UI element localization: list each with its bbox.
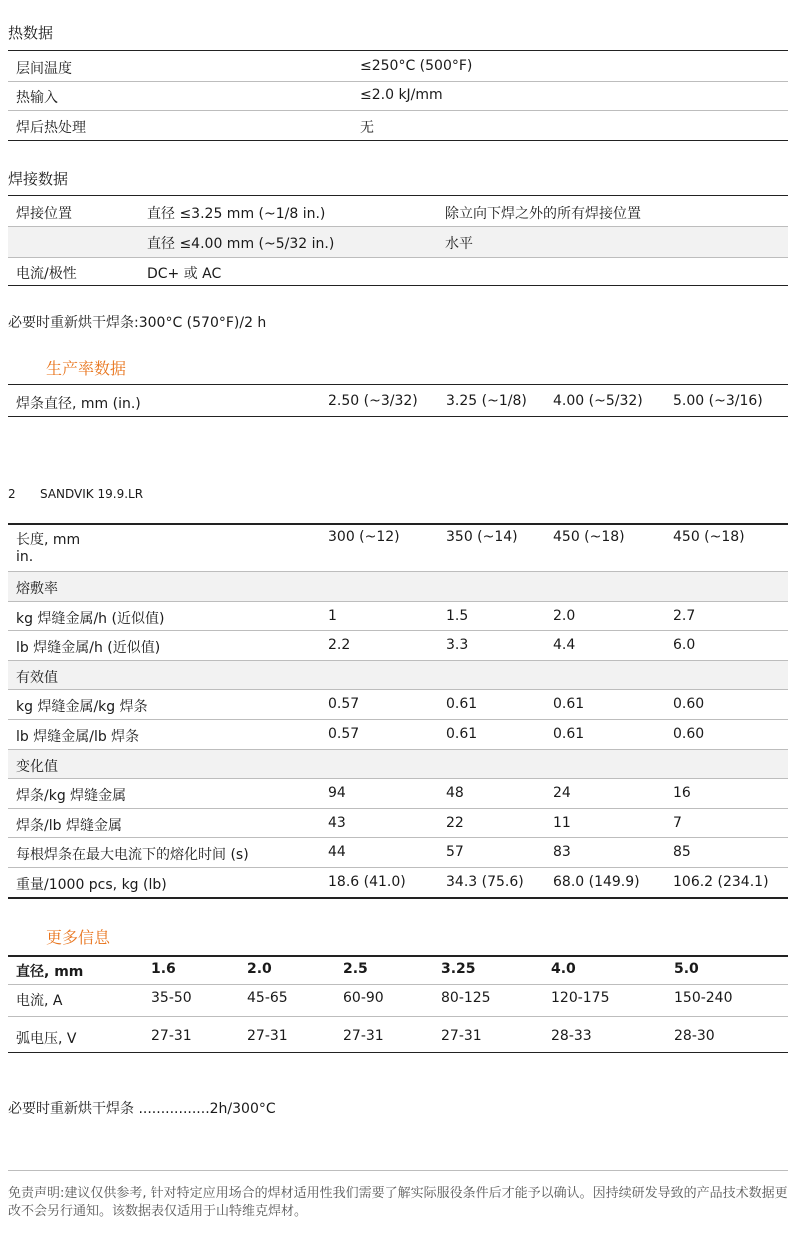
table-cell: 44 (328, 844, 346, 861)
divider (8, 384, 788, 385)
table-cell: 57 (446, 844, 464, 861)
table-row-label: kg 焊缝金属/kg 焊条 (16, 699, 148, 716)
redry-note-2: 必要时重新烘干焊条 ................2h/300°C (8, 1101, 276, 1117)
divider (8, 689, 788, 690)
table-cell: 0.57 (328, 726, 360, 742)
table-cell: 48 (446, 785, 464, 802)
table-cell: 68.0 (149.9) (553, 874, 640, 890)
thermal-label: 热输入 (16, 90, 58, 106)
row-shade (8, 750, 788, 779)
table-row-label: 熔敷率 (16, 581, 58, 597)
more-info-cell: 27-31 (247, 1028, 288, 1044)
table-row-label: 焊条/kg 焊缝金属 (16, 788, 127, 805)
length-value: 300 (~12) (328, 529, 400, 545)
more-info-cell: 27-31 (343, 1028, 384, 1044)
length-value: 450 (~18) (553, 529, 625, 545)
prod-header-col: 5.00 (~3/16) (673, 393, 763, 409)
more-info-header-cell: 4.0 (551, 961, 576, 977)
table-cell: 11 (553, 814, 571, 831)
thermal-value: ≤2.0 kJ/mm (360, 87, 443, 103)
row-shade (8, 661, 788, 690)
table-cell: 34.3 (75.6) (446, 874, 524, 890)
more-info-header-cell: 3.25 (441, 961, 476, 977)
divider (8, 778, 788, 779)
divider (8, 630, 788, 631)
table-cell: 0.61 (446, 726, 478, 742)
table-row-label: kg 焊缝金属/h (近似值) (16, 610, 165, 627)
disclaimer: 免责声明:建议仅供参考, 针对特定应用场合的焊材适用性我们需要了解实际服役条件后才能予以确认。因持续研发导致的产品技术数据更改不会另行通知。该数据表仅适用于山特维克焊材。 (8, 1186, 788, 1219)
divider (8, 140, 788, 141)
divider (8, 257, 788, 258)
table-cell: 43 (328, 814, 346, 831)
table-cell: 22 (446, 814, 464, 831)
table-row-label: lb 焊缝金属/h (近似值) (16, 640, 161, 657)
table-cell: 24 (553, 785, 571, 802)
table-cell: 1 (328, 607, 337, 624)
more-info-cell: 80-125 (441, 990, 491, 1006)
table-cell: 0.60 (673, 726, 705, 742)
row-shade (8, 227, 788, 257)
table-cell: 106.2 (234.1) (673, 874, 769, 890)
more-info-title: 更多信息 (46, 928, 111, 947)
prod-header-col: 2.50 (~3/32) (328, 393, 418, 409)
welding-position-label: 焊接位置 (16, 206, 72, 222)
table-cell: 0.60 (673, 696, 705, 713)
more-info-cell: 60-90 (343, 990, 384, 1006)
table-cell: 7 (673, 814, 682, 831)
current-value: DC+ 或 AC (147, 266, 222, 282)
thermal-value: 无 (360, 120, 374, 136)
table-cell: 94 (328, 785, 346, 802)
table-row-label: lb 焊缝金属/lb 焊条 (16, 729, 140, 745)
divider (8, 808, 788, 809)
prod-header-label: 焊条直径, mm (in.) (16, 396, 141, 412)
table-cell: 3.3 (446, 637, 469, 654)
more-info-header-cell: 2.5 (343, 961, 368, 977)
length-unit: in. (16, 549, 34, 565)
table-cell: 6.0 (673, 637, 696, 654)
divider (8, 955, 788, 957)
table-cell: 4.4 (553, 637, 576, 654)
divider (8, 285, 788, 286)
divider (8, 1016, 788, 1017)
page-number: 2 (8, 487, 16, 501)
length-value: 350 (~14) (446, 529, 518, 545)
table-cell: 0.61 (446, 696, 478, 713)
more-info-cell: 27-31 (441, 1028, 482, 1044)
table-cell: 0.61 (553, 726, 585, 742)
table-row-label: 重量/1000 pcs, kg (lb) (16, 877, 167, 893)
prod-header-col: 4.00 (~5/32) (553, 393, 643, 409)
more-info-header-cell: 5.0 (674, 961, 699, 977)
divider (8, 867, 788, 868)
more-info-header-cell: 1.6 (151, 961, 176, 977)
table-cell: 1.5 (446, 607, 469, 624)
welding-title: 焊接数据 (8, 170, 69, 188)
more-info-cell: 45-65 (247, 990, 288, 1006)
divider (8, 416, 788, 417)
thermal-label: 焊后热处理 (16, 120, 86, 136)
welding-diameter: 直径 ≤3.25 mm (~1/8 in.) (147, 206, 326, 222)
welding-position: 水平 (445, 236, 473, 252)
divider (8, 1052, 788, 1053)
table-cell: 83 (553, 844, 571, 861)
divider (8, 984, 788, 985)
divider (8, 110, 788, 111)
more-info-cell: 27-31 (151, 1028, 192, 1044)
divider (8, 81, 788, 82)
row-shade (8, 572, 788, 601)
table-cell: 2.0 (553, 607, 576, 624)
table-row-label: 每根焊条在最大电流下的熔化时间 (s) (16, 847, 249, 864)
thermal-label: 层间温度 (16, 61, 72, 77)
more-info-cell: 28-33 (551, 1028, 592, 1044)
more-info-cell: 35-50 (151, 990, 192, 1006)
table-cell: 18.6 (41.0) (328, 874, 406, 890)
more-info-header-cell: 直径, mm (16, 964, 84, 980)
welding-diameter: 直径 ≤4.00 mm (~5/32 in.) (147, 236, 335, 252)
thermal-value: ≤250°C (500°F) (360, 58, 473, 74)
current-label: 电流/极性 (16, 266, 77, 282)
divider (8, 523, 788, 525)
product-name: SANDVIK 19.9.LR (40, 487, 144, 501)
table-row-label: 有效值 (16, 669, 58, 686)
productivity-title: 生产率数据 (46, 359, 127, 378)
thermal-title: 热数据 (8, 24, 54, 42)
length-label: 长度, mm (16, 532, 81, 548)
table-row-label: 变化值 (16, 758, 58, 775)
divider (8, 719, 788, 720)
table-cell: 0.61 (553, 696, 585, 713)
more-info-cell: 120-175 (551, 990, 610, 1006)
divider (8, 897, 788, 899)
redry-note: 必要时重新烘干焊条:300°C (570°F)/2 h (8, 315, 267, 331)
length-value: 450 (~18) (673, 529, 745, 545)
welding-position: 除立向下焊之外的所有焊接位置 (445, 206, 641, 222)
divider (8, 195, 788, 196)
divider (8, 1170, 788, 1171)
more-info-cell: 28-30 (674, 1028, 715, 1044)
table-cell: 16 (673, 785, 691, 802)
table-cell: 2.2 (328, 637, 351, 654)
more-info-cell: 弧电压, V (16, 1031, 77, 1047)
prod-header-col: 3.25 (~1/8) (446, 393, 527, 409)
more-info-cell: 150-240 (674, 990, 733, 1006)
table-cell: 85 (673, 844, 691, 861)
more-info-header-cell: 2.0 (247, 961, 272, 977)
table-cell: 2.7 (673, 607, 696, 624)
divider (8, 50, 788, 51)
table-row-label: 焊条/lb 焊缝金属 (16, 817, 122, 834)
divider (8, 837, 788, 838)
table-cell: 0.57 (328, 696, 360, 713)
more-info-cell: 电流, A (16, 993, 63, 1009)
divider (8, 601, 788, 602)
